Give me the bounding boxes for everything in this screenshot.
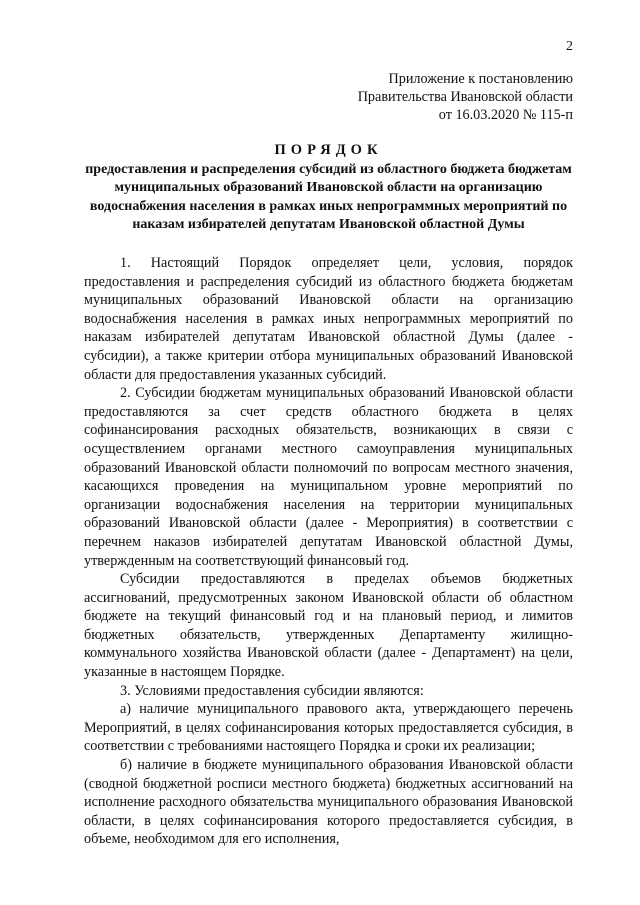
paragraph: 2. Субсидии бюджетам муниципальных образований Ивановской области предоставляются за счет средств областного бюджета в целях софинансирования расходных обязательств, возникающих в связи с осуществлением органами местного самоуправления муниципальных образований Ивановской области полномочий по вопросам местного значения, касающихся проведения на муниципальном уровне мероприятий по организации водоснабжения населения на территории муниципальных образований Ивановской области (далее - Мероприятия) в соответствии с перечнем наказов избирателей депутатам Ивановской областной Думы, утвержденным на соответствующий финансовый год. (84, 385, 573, 569)
appendix-line: от 16.03.2020 № 115-п (438, 107, 573, 124)
document-body (84, 254, 573, 849)
paragraph: 1. Настоящий Порядок определяет цели, условия, порядок предоставления и распределения субсидий из областного бюджета бюджетам муниципальных образований Ивановской области на организацию водоснабжения населения в рамках иных непрограммных мероприятий по наказам избирателей депутатам Ивановской областной Думы (далее - субсидии), а также критерии отбора муниципальных образований Ивановской области для предоставления указанных субсидий. (84, 255, 573, 383)
document-subtitle: предоставления и распределения субсидий из областного бюджета бюджетам муниципальных образований Ивановской области на организацию водоснабжения населения в рамках иных непрограммных мероприятий по наказам избирателей депутатам Ивановской областной Думы (85, 162, 572, 232)
appendix-line: Правительства Ивановской области (357, 89, 573, 106)
paragraph: б) наличие в бюджете муниципального образования Ивановской области (сводной бюджетной росписи местного бюджета) бюджетных ассигнований на исполнение расходного обязательства муниципального образования Ивановской области, в целях софинансирования которого предоставляется субсидия, в объеме, необходимом для его исполнения, (84, 757, 573, 848)
paragraph: 3. Условиями предоставления субсидии являются: (120, 682, 424, 699)
document-title: ПОРЯДОК (274, 141, 383, 158)
page-number: 2 (566, 39, 573, 54)
paragraph: а) наличие муниципального правового акта, утверждающего перечень Мероприятий, в целях софинансирования которых предоставляется субсидия, в соответствии с требованиями настоящего Порядка и сроки их реализации; (84, 701, 573, 755)
appendix-block (84, 70, 573, 125)
paragraph: Субсидии предоставляются в пределах объемов бюджетных ассигнований, предусмотренных законом Ивановской области об областном бюджете на текущий финансовый год и на плановый период, и лимитов бюджетных обязательств, утвержденных Департаменту жилищно-коммунального хозяйства Ивановской области (далее - Департамент) на цели, указанные в настоящем Порядке. (84, 571, 573, 681)
appendix-line: Приложение к постановлению (388, 71, 573, 87)
